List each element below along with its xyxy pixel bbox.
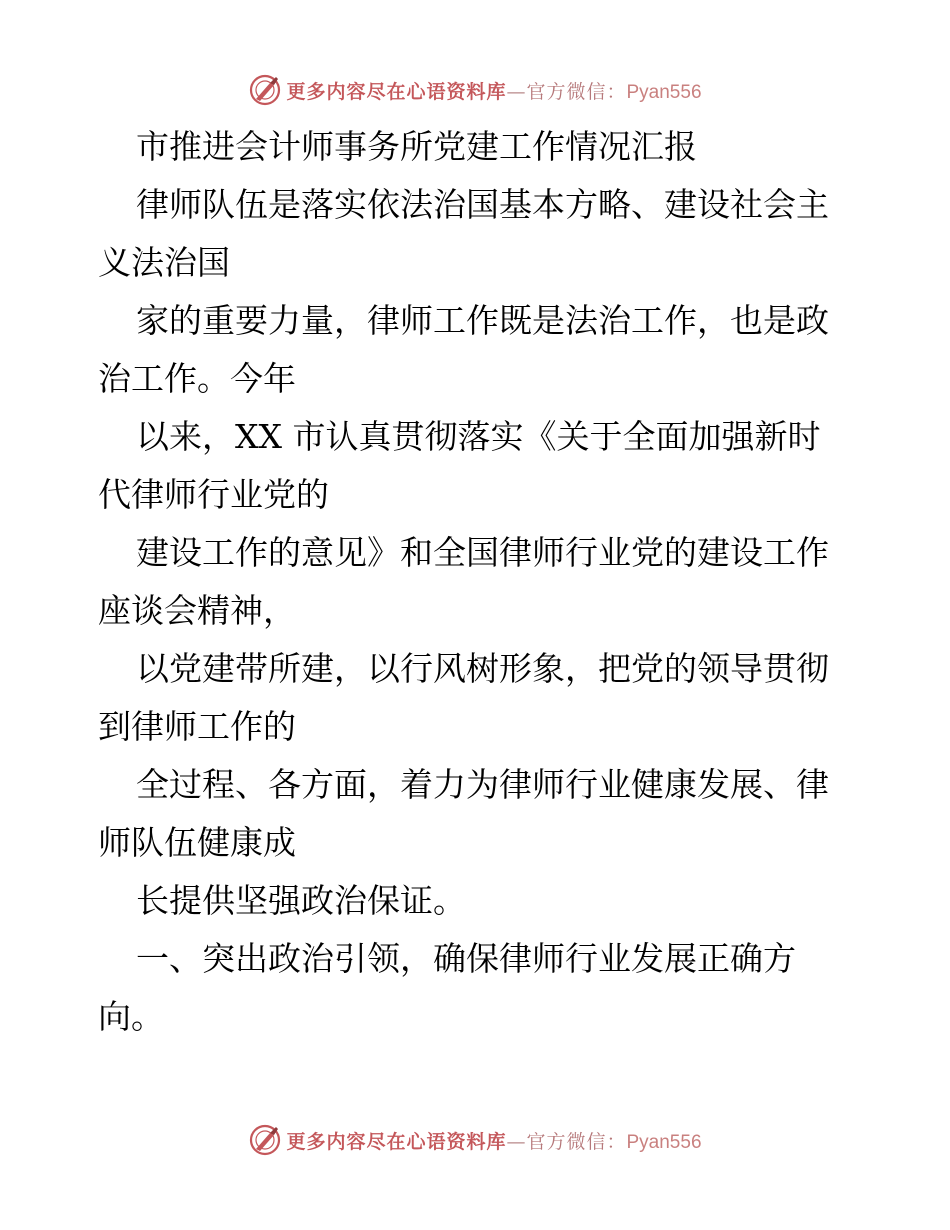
pen-logo-icon [248,73,282,107]
text-line: 以党建带所建，以行风树形象，把党的领导贯彻 [136,649,829,688]
text-line: 律师队伍是落实依法治国基本方略、建设社会主 [136,185,829,224]
pen-logo-icon [248,1123,282,1157]
text-line: 义法治国 [98,243,230,282]
text-line: 代律师行业党的 [98,475,329,514]
footer-banner-text [286,1127,701,1154]
text-line: 全过程、各方面，着力为律师行业健康发展、律 [136,765,829,804]
header-banner-main: 更多内容尽在心语资料库 [286,80,507,103]
text-line: 市推进会计师事务所党建工作情况汇报 [136,127,697,166]
document-body [98,118,858,1046]
footer-banner-wechat-label: 官方微信： [526,1130,627,1153]
footer-banner-main: 更多内容尽在心语资料库 [286,1130,507,1153]
header-banner-wechat-id: Pyan556 [626,81,702,103]
text-line: 长提供坚强政治保证。 [136,881,466,920]
text-line: 一、突出政治引领，确保律师行业发展正确方 [136,939,796,978]
text-line: 师队伍健康成 [98,823,296,862]
text-line: 治工作。今年 [98,359,296,398]
footer-banner-dash: — [506,1130,527,1153]
text-line: 以来，XX 市认真贯彻落实《关于全面加强新时 [136,417,821,456]
text-line: 家的重要力量，律师工作既是法治工作，也是政 [136,301,829,340]
text-line: 向。 [98,997,164,1036]
header-banner-wechat-label: 官方微信： [526,80,627,103]
header-banner-dash: — [506,80,527,103]
footer-banner-wechat-id: Pyan556 [626,1131,702,1153]
text-line: 建设工作的意见》和全国律师行业党的建设工作 [136,533,829,572]
text-line: 座谈会精神， [98,591,296,630]
text-line: 到律师工作的 [98,707,296,746]
footer-banner [0,1120,950,1160]
header-banner-text [286,77,701,104]
header-banner [0,70,950,110]
